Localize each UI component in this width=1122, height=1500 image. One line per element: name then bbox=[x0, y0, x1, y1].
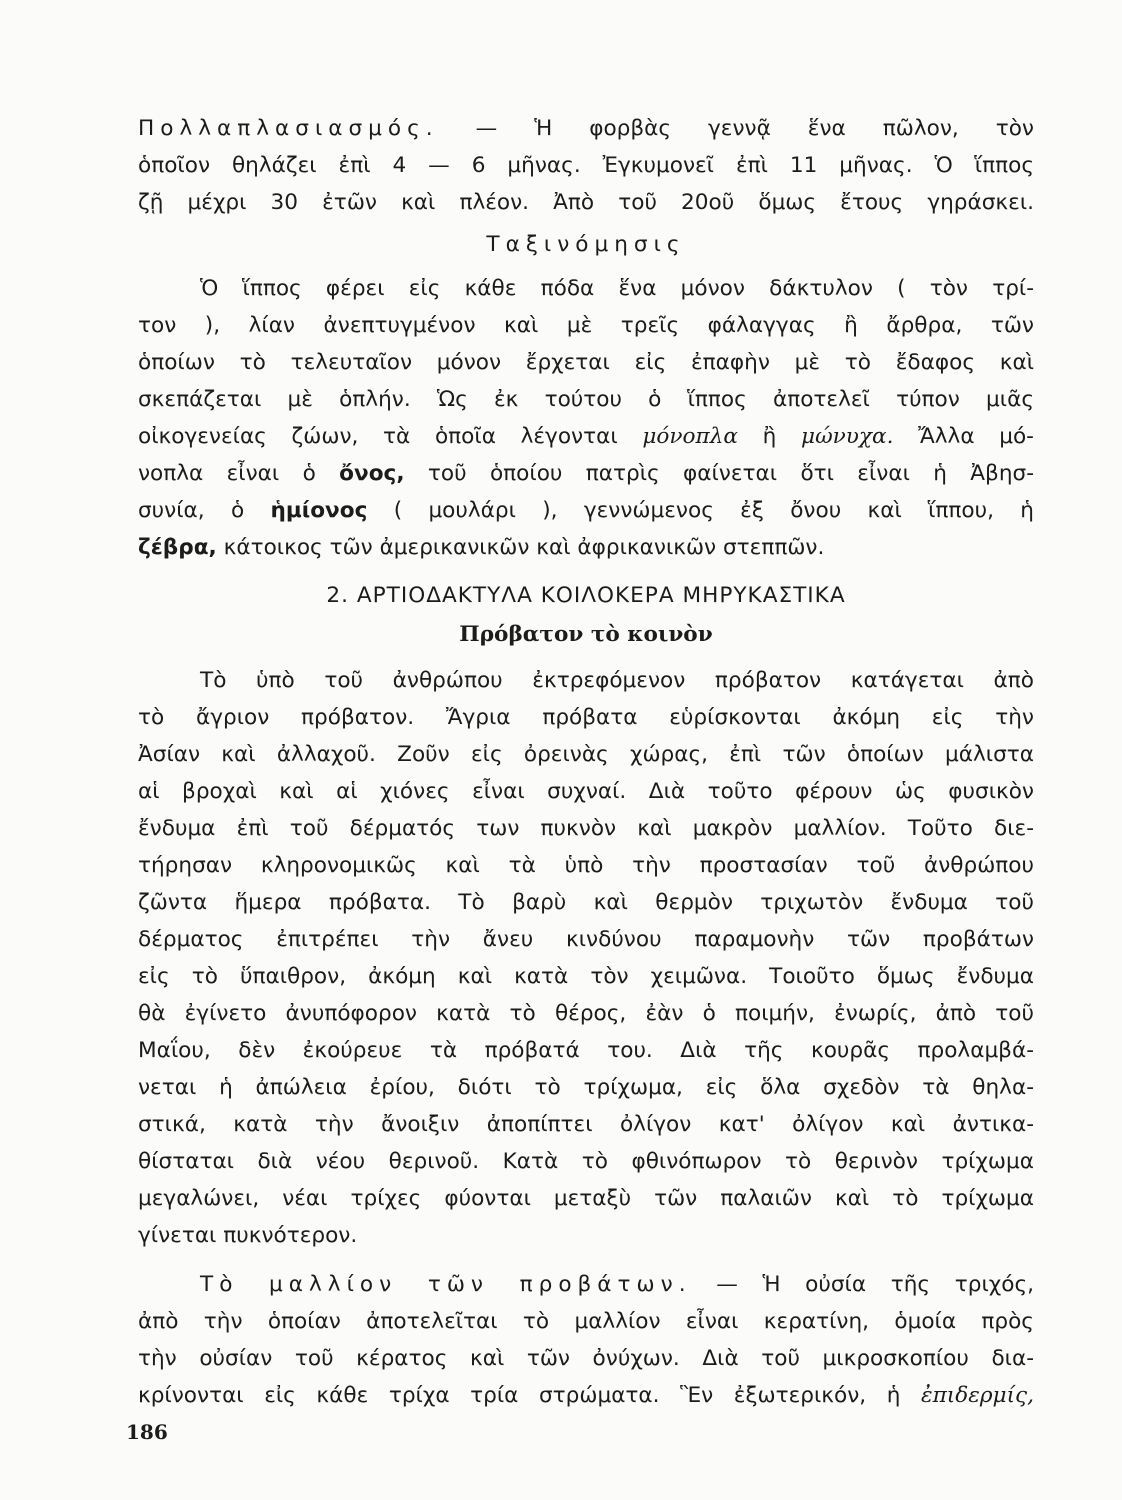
para2-line-1: Ὁ ἵππος φέρει εἰς κάθε πόδα ἕνα μόνον δάκτυλον ( τὸν τρί- bbox=[200, 276, 1034, 301]
para2-line-7 bbox=[138, 492, 1034, 529]
term-monopla: μόνοπλα bbox=[642, 424, 738, 449]
para3-line-11: Μαΐου, δὲν ἐκούρευε τὰ πρόβατά του. Διὰ τῆς κουρᾶς προλαμβά- bbox=[138, 1038, 1034, 1063]
page-number: 186 bbox=[126, 1420, 168, 1444]
subsection-title: Πρόβατον τὸ κοινὸν bbox=[459, 622, 713, 647]
para3-line-14: θίσταται διὰ νέου θερινοῦ. Κατὰ τὸ φθινόπωρον τὸ θερινὸν τρίχωμα bbox=[138, 1149, 1034, 1174]
para2-line-5 bbox=[138, 418, 1034, 455]
para3-line-5: ἔνδυμα ἐπὶ τοῦ δέρματός των πυκνὸν καὶ μακρὸν μαλλίον. Τοῦτο διε- bbox=[138, 816, 1034, 841]
para4-line-1 bbox=[200, 1266, 1034, 1303]
para3-line-6: τήρησαν κληρονομικῶς καὶ τὰ ὑπὸ τὴν προστασίαν τοῦ ἀνθρώπου bbox=[138, 853, 1034, 878]
para2-line-5-a: οἰκογενείας ζώων, τὰ ὁποῖα λέγονται bbox=[138, 424, 618, 449]
para3-line-8: δέρματος ἐπιτρέπει τὴν ἄνευ κινδύνου παραμονὴν τῶν προβάτων bbox=[138, 927, 1034, 952]
para3-line-7: ζῶντα ἥμερα πρόβατα. Τὸ βαρὺ καὶ θερμὸν τριχωτὸν ἔνδυμα τοῦ bbox=[138, 890, 1034, 915]
para3-line-15: μεγαλώνει, νέαι τρίχες φύονται μεταξὺ τῶν παλαιῶν καὶ τὸ τρίχωμα bbox=[138, 1186, 1034, 1211]
para3-line-12: νεται ἡ ἀπώλεια ἐρίου, διότι τὸ τρίχωμα, εἰς ὅλα σχεδὸν τὰ θηλα- bbox=[138, 1075, 1034, 1100]
para1-line-1 bbox=[138, 110, 1034, 147]
para2-line-8 bbox=[138, 529, 1034, 566]
para2-line-5-c: ἢ bbox=[762, 424, 777, 449]
term-onos: ὄνος, bbox=[339, 461, 405, 486]
para2-line-2: τον ), λίαν ἀνεπτυγμένον καὶ μὲ τρεῖς φάλαγγας ἢ ἄρθρα, τῶν bbox=[138, 313, 1034, 338]
term-zevra: ζέβρα, bbox=[138, 535, 217, 560]
para2-line-4: σκεπάζεται μὲ ὁπλήν. Ὡς ἐκ τούτου ὁ ἵππος ἀποτελεῖ τύπον μιᾶς bbox=[138, 387, 1034, 412]
para2-line-6-a: νοπλα εἶναι ὁ bbox=[138, 461, 316, 486]
para4-line-4-a: κρίνονται εἰς κάθε τρίχα τρία στρώματα. Ἓν ἐξωτερικόν, ἡ bbox=[138, 1383, 901, 1408]
para2-line-3: ὁποίων τὸ τελευταῖον μόνον ἔρχεται εἰς ἐπαφὴν μὲ τὸ ἔδαφος καὶ bbox=[138, 350, 1034, 375]
para4-line-1-text: — Ἡ οὐσία τῆς τριχός, bbox=[716, 1272, 1034, 1297]
para1-heading: Πολλαπλασιασμός. bbox=[138, 116, 439, 141]
section-title: 2. ΑΡΤΙΟΔΑΚΤΥΛΑ ΚΟΙΛΟΚΕΡΑ ΜΗΡΥΚΑΣΤΙΚΑ bbox=[326, 583, 846, 608]
para3-line-4: αἱ βροχαὶ καὶ αἱ χιόνες εἶναι συχναί. Διὰ τοῦτο φέρουν ὡς φυσικὸν bbox=[138, 779, 1034, 804]
term-monycha: μώνυχα. bbox=[801, 424, 894, 449]
para2-line-5-e: Ἄλλα μό- bbox=[918, 424, 1034, 449]
para4-line-2: ἀπὸ τὴν ὁποίαν ἀποτελεῖται τὸ μαλλίον εἶναι κερατίνη, ὁμοία πρὸς bbox=[138, 1309, 1034, 1334]
term-epidermis: ἐπιδερμίς, bbox=[921, 1383, 1034, 1408]
para3-line-1: Τὸ ὑπὸ τοῦ ἀνθρώπου ἐκτρεφόμενον πρόβατον κατάγεται ἀπὸ bbox=[200, 668, 1034, 693]
term-imionos: ἡμίονος bbox=[270, 498, 368, 523]
para2-line-6-c: τοῦ ὁποίου πατρὶς φαίνεται ὅτι εἶναι ἡ Ἀβησ- bbox=[427, 461, 1034, 486]
para1-line-1-text: — Ἡ φορβὰς γεννᾷ ἕνα πῶλον, τὸν bbox=[475, 116, 1034, 141]
para4-line-4 bbox=[138, 1377, 1034, 1414]
para1-line-3: ζῇ μέχρι 30 ἐτῶν καὶ πλέον. Ἀπὸ τοῦ 20οῦ ὅμως ἔτους γηράσκει. bbox=[138, 190, 1034, 215]
para1-line-2: ὁποῖον θηλάζει ἐπὶ 4 — 6 μῆνας. Ἐγκυμονεῖ ἐπὶ 11 μῆνας. Ὁ ἵππος bbox=[138, 153, 1034, 178]
taxinomisis-heading: Ταξινόμησις bbox=[486, 232, 686, 257]
para4-line-3: τὴν οὐσίαν τοῦ κέρατος καὶ τῶν ὀνύχων. Διὰ τοῦ μικροσκοπίου δια- bbox=[138, 1346, 1034, 1371]
para3-line-9: εἰς τὸ ὕπαιθρον, ἀκόμη καὶ κατὰ τὸν χειμῶνα. Τοιοῦτο ὅμως ἔνδυμα bbox=[138, 964, 1034, 989]
para4-heading: Τὸ μαλλίον τῶν προβάτων. bbox=[200, 1272, 692, 1297]
para3-line-13: στικά, κατὰ τὴν ἄνοιξιν ἀποπίπτει ὀλίγον κατ' ὀλίγον καὶ ἀντικα- bbox=[138, 1112, 1034, 1137]
para2-line-8-b: κάτοικος τῶν ἀμερικανικῶν καὶ ἀφρικανικῶν στεππῶν. bbox=[223, 535, 825, 560]
para3-line-3: Ἀσίαν καὶ ἀλλαχοῦ. Ζοῦν εἰς ὀρεινὰς χώρας, ἐπὶ τῶν ὁποίων μάλιστα bbox=[138, 742, 1034, 767]
para2-line-7-c: ( μουλάρι ), γεννώμενος ἐξ ὄνου καὶ ἵππου, ἡ bbox=[393, 498, 1034, 523]
para2-line-7-a: συνία, ὁ bbox=[138, 498, 245, 523]
para3-line-10: θὰ ἐγίνετο ἀνυπόφορον κατὰ τὸ θέρος, ἐὰν ὁ ποιμήν, ἐνωρίς, ἀπὸ τοῦ bbox=[138, 1001, 1034, 1026]
para3-line-16: γίνεται πυκνότερον. bbox=[138, 1223, 358, 1248]
para2-line-6 bbox=[138, 455, 1034, 492]
para3-line-2: τὸ ἄγριον πρόβατον. Ἄγρια πρόβατα εὑρίσκονται ἀκόμη εἰς τὴν bbox=[138, 705, 1034, 730]
